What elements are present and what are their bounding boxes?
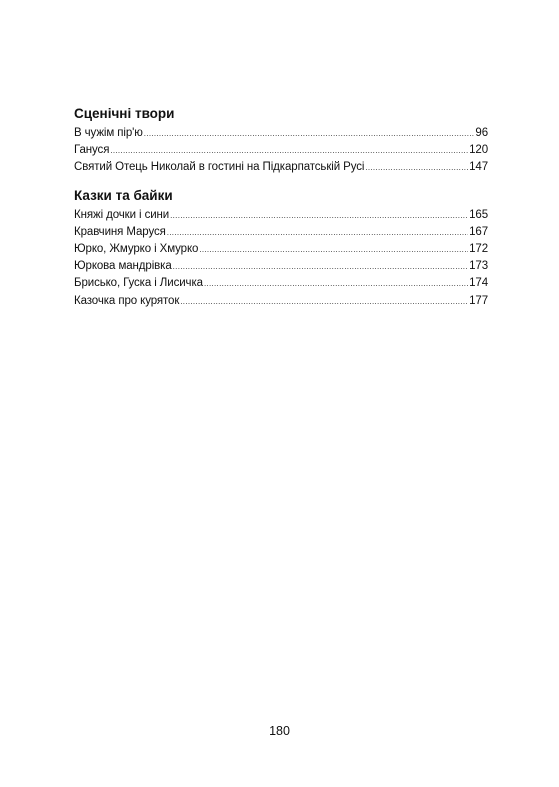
section-title: Казки та байки (74, 187, 173, 203)
entry-page: 174 (469, 277, 488, 290)
dot-leader (110, 143, 468, 159)
page-number: 180 (269, 724, 290, 738)
dot-leader (199, 242, 468, 258)
toc-entry (74, 293, 488, 310)
dot-leader (365, 160, 468, 176)
toc-entry (74, 275, 488, 292)
entry-title: Юркова мандрівка (74, 260, 172, 273)
entry-title: Святий Отець Николай в гостині на Підкарпатській Русі (74, 161, 365, 174)
dot-leader (144, 126, 475, 142)
toc-section-stage-works (74, 105, 488, 177)
dot-leader (170, 208, 468, 224)
dot-leader (180, 294, 468, 310)
toc-entry (74, 258, 488, 275)
entry-title: Юрко, Жмурко і Хмурко (74, 243, 199, 256)
entry-title: Княжі дочки і сини (74, 208, 170, 221)
toc-entry (74, 224, 488, 241)
entry-title: В чужім пір'ю (74, 127, 143, 139)
toc-entry (74, 125, 488, 142)
entry-title: Кравчиня Маруся (74, 225, 166, 238)
entry-page: 120 (469, 144, 488, 157)
toc-entry (74, 207, 488, 224)
toc-entry (74, 241, 488, 258)
entry-title: Гануся (74, 144, 110, 157)
section-title: Сценічні твори (74, 106, 175, 121)
dot-leader (173, 259, 468, 275)
entry-page: 173 (469, 260, 488, 273)
dot-leader (204, 276, 468, 292)
entry-page: 172 (469, 243, 488, 256)
dot-leader (167, 225, 468, 241)
toc-entry (74, 142, 488, 159)
table-of-contents (74, 105, 488, 310)
entry-page: 96 (475, 127, 488, 139)
toc-section-fairy-tales (74, 187, 488, 310)
entry-title: Брисько, Гуска і Лисичка (74, 277, 203, 290)
entry-page: 147 (469, 161, 488, 174)
entry-page: 165 (469, 208, 488, 221)
entry-page: 177 (469, 294, 488, 307)
entry-title: Казочка про куряток (74, 294, 180, 307)
toc-entry (74, 159, 488, 176)
entry-page: 167 (469, 225, 488, 238)
